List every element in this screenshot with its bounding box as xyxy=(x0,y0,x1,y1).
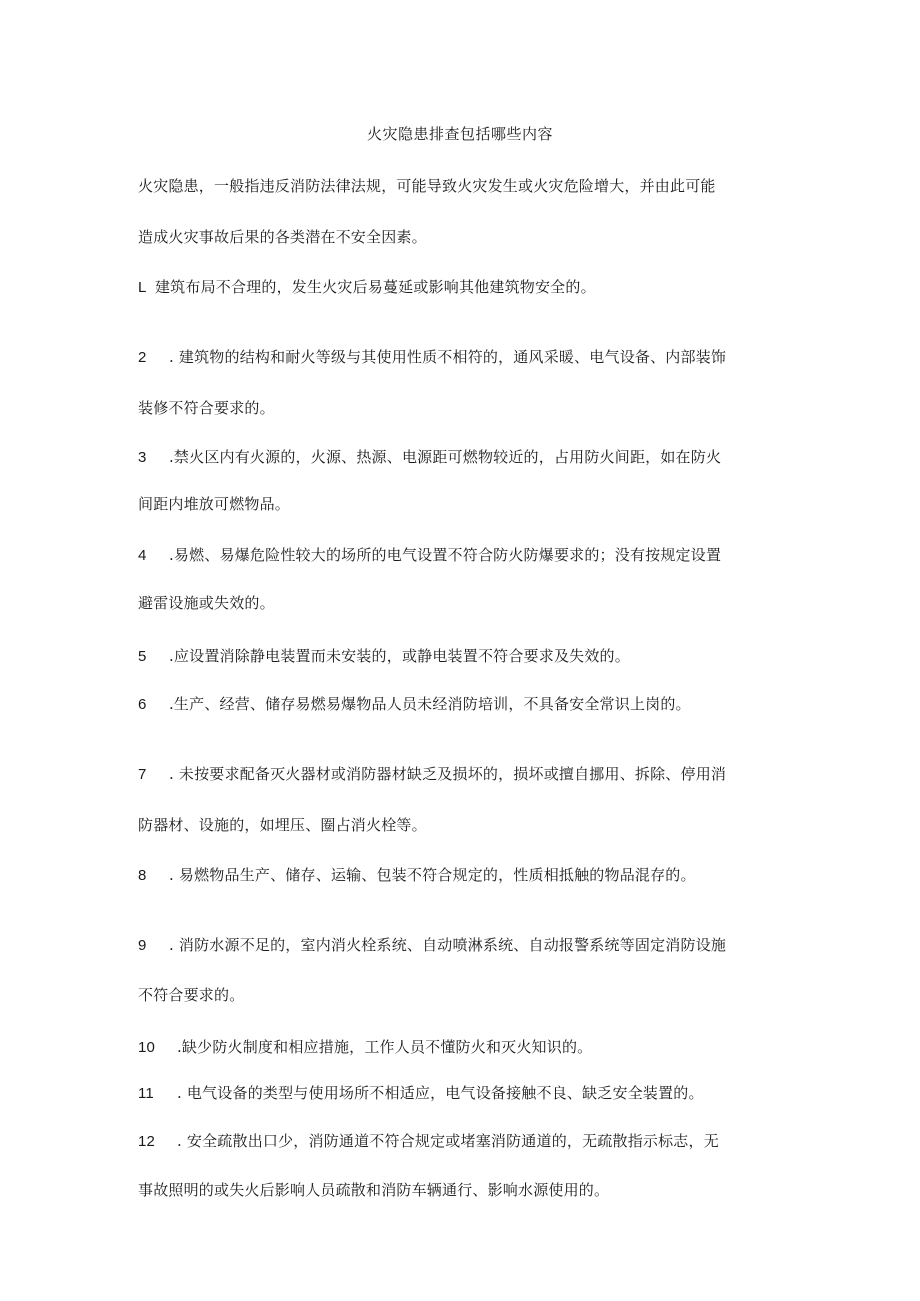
item-text: .缺少防火制度和相应措施，工作人员不懂防火和灭火知识的。 xyxy=(176,1038,593,1056)
list-item-5 xyxy=(138,646,788,667)
list-item-3-cont: 间距内堆放可燃物品。 xyxy=(138,495,291,513)
item-text: .易燃、易爆危险性较大的场所的电气设置不符合防火防爆要求的；没有按规定设置 xyxy=(168,546,722,564)
item-number: 9 xyxy=(138,937,147,954)
item-number: 2 xyxy=(138,349,147,366)
item-number: 5 xyxy=(138,648,147,665)
document-title: 火灾隐患排查包括哪些内容 xyxy=(366,125,553,143)
item-text: 建筑布局不合理的，发生火灾后易蔓延或影响其他建筑物安全的。 xyxy=(154,278,596,296)
item-text: .禁火区内有火源的，火源、热源、电源距可燃物较近的，占用防火间距，如在防火 xyxy=(168,448,722,466)
item-number: 7 xyxy=(138,766,147,783)
list-item-12 xyxy=(138,1131,788,1152)
list-item-9-cont: 不符合要求的。 xyxy=(138,986,245,1004)
list-item-2 xyxy=(138,347,788,368)
item-text: . 安全疏散出口少，消防通道不符合规定或堵塞消防通道的，无疏散指示标志，无 xyxy=(176,1132,719,1150)
list-item-1 xyxy=(138,277,788,298)
item-number: 6 xyxy=(138,696,147,713)
list-item-3 xyxy=(138,447,788,468)
item-text: . 未按要求配备灭火器材或消防器材缺乏及损坏的，损坏或擅自挪用、拆除、停用消 xyxy=(168,765,727,783)
intro-line-2: 造成火灾事故后果的各类潜在不安全因素。 xyxy=(138,228,427,246)
intro-line-1: 火灾隐患，一般指违反消防法律法规，可能导致火灾发生或火灾危险增大，并由此可能 xyxy=(138,177,716,195)
list-item-11 xyxy=(138,1083,788,1104)
item-number: L xyxy=(138,279,147,296)
list-item-12-cont: 事故照明的或失火后影响人员疏散和消防车辆通行、影响水源使用的。 xyxy=(138,1181,610,1199)
item-text: . 建筑物的结构和耐火等级与其使用性质不相符的，通风采暖、电气设备、内部装饰 xyxy=(168,348,727,366)
list-item-4-cont: 避雷设施或失效的。 xyxy=(138,594,275,612)
list-item-7-cont: 防器材、设施的，如埋压、圈占消火栓等。 xyxy=(138,816,427,834)
item-text: .生产、经营、储存易燃易爆物品人员未经消防培训，不具备安全常识上岗的。 xyxy=(168,695,691,713)
item-number: 8 xyxy=(138,867,147,884)
item-number: 4 xyxy=(138,547,147,564)
item-number: 12 xyxy=(138,1133,156,1150)
item-text: .应设置消除静电装置而未安装的，或静电装置不符合要求及失效的。 xyxy=(168,647,630,665)
item-text: . 易燃物品生产、储存、运输、包装不符合规定的，性质相抵触的物品混存的。 xyxy=(168,866,696,884)
list-item-9 xyxy=(138,935,788,956)
list-item-10 xyxy=(138,1037,788,1058)
list-item-8 xyxy=(138,865,788,886)
list-item-7 xyxy=(138,764,788,785)
list-item-4 xyxy=(138,545,788,566)
list-item-2-cont: 装修不符合要求的。 xyxy=(138,399,275,417)
list-item-6 xyxy=(138,694,788,715)
item-text: . 电气设备的类型与使用场所不相适应，电气设备接触不良、缺乏安全装置的。 xyxy=(176,1084,704,1102)
item-number: 3 xyxy=(138,449,147,466)
item-text: . 消防水源不足的，室内消火栓系统、自动喷淋系统、自动报警系统等固定消防设施 xyxy=(168,936,727,954)
item-number: 10 xyxy=(138,1039,156,1056)
item-number: 11 xyxy=(138,1085,154,1102)
